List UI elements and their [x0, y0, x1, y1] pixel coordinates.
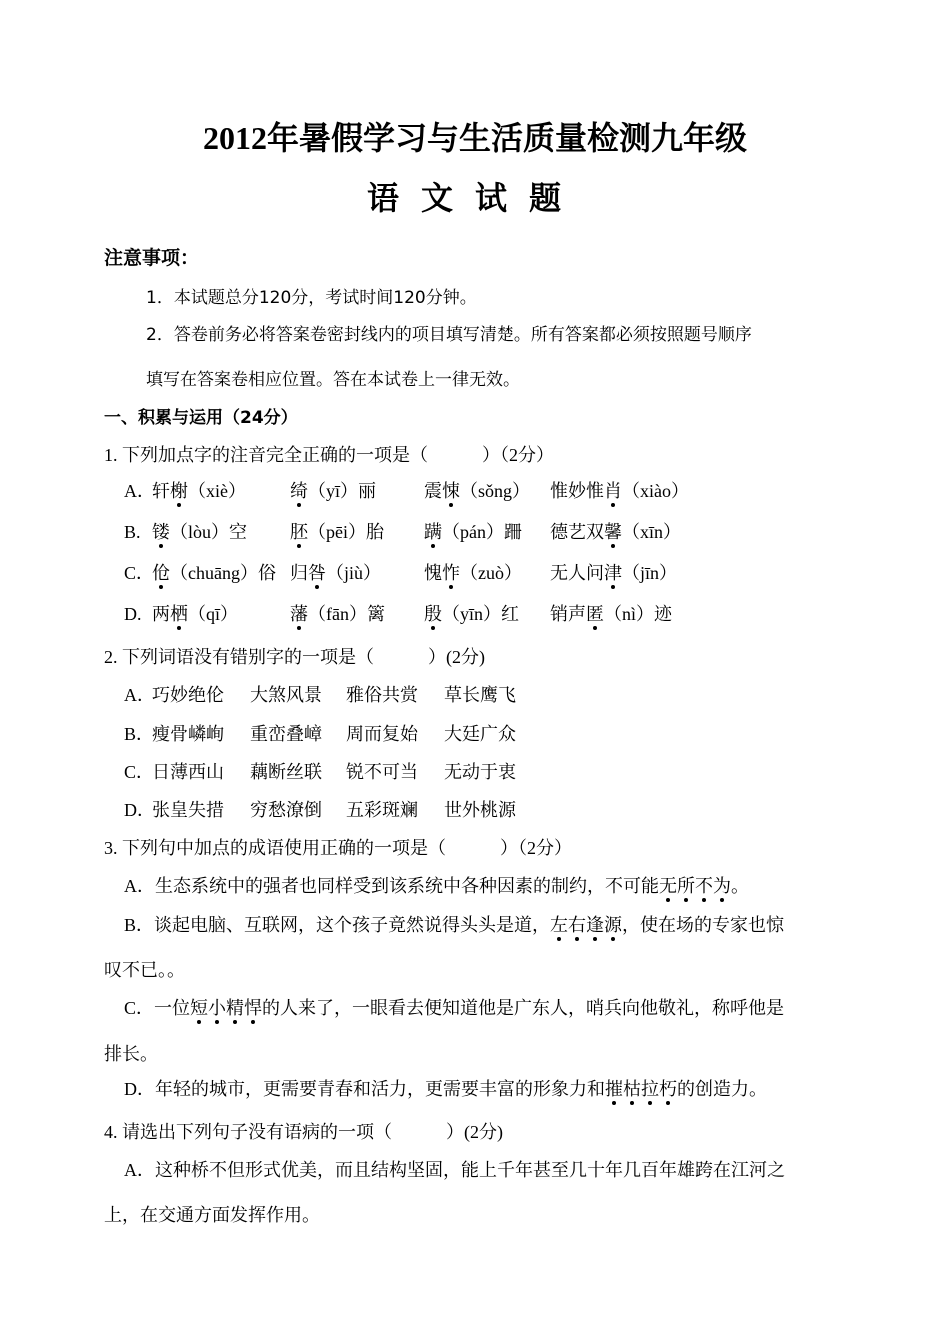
question-3-option-b-cont: 叹不已。。 — [104, 960, 185, 980]
word-item: 大煞风景 — [250, 685, 322, 705]
question-3-option-b: B．谈起电脑、互联网，这个孩子竟然说得头头是道，左右逢源，使在场的专家也惊 — [124, 915, 785, 935]
word-item: 穷愁潦倒 — [250, 800, 322, 820]
notice-item-1: 1．本试题总分120分，考试时间120分钟。 — [146, 288, 477, 308]
question-1-stem: 1. 下列加点字的注音完全正确的一项是（ ）（2分） — [104, 445, 554, 465]
option-label: B. — [124, 522, 141, 542]
word-item: 周而复始 — [346, 724, 418, 744]
word-item: 五彩斑斓 — [346, 800, 418, 820]
question-4-stem: 4. 请选出下列句子没有语病的一项（ ）(2分) — [104, 1122, 503, 1142]
pinyin-item: 无人问津（jīn） — [550, 563, 678, 583]
word-item: 世外桃源 — [444, 800, 516, 820]
word-item: 重峦叠嶂 — [250, 724, 322, 744]
pinyin-item: 蹒（pán）跚 — [424, 522, 522, 542]
question-2-stem: 2. 下列词语没有错别字的一项是（ ）(2分) — [104, 647, 485, 667]
pinyin-item: 归咎（jiù） — [290, 563, 382, 583]
pinyin-item: 殷（yīn）红 — [424, 604, 520, 624]
pinyin-item: 两栖（qī） — [152, 604, 239, 624]
notice-item-2-cont: 填写在答案卷相应位置。答在本试卷上一律无效。 — [146, 370, 520, 390]
word-item: 张皇失措 — [152, 800, 224, 820]
option-label: B． — [124, 724, 155, 744]
question-3-option-a: A．生态系统中的强者也同样受到该系统中各种因素的制约，不可能无所不为。 — [124, 876, 749, 896]
question-3-stem: 3. 下列句中加点的成语使用正确的一项是（ ）（2分） — [104, 838, 572, 858]
section-heading: 一、积累与运用（24分） — [104, 408, 298, 428]
word-item: 瘦骨嶙峋 — [152, 724, 224, 744]
pinyin-item: 销声匿（nì）迹 — [550, 604, 673, 624]
pinyin-item: 愧怍（zuò） — [424, 563, 522, 583]
pinyin-item: 震悚（sǒng） — [424, 481, 531, 501]
question-3-option-c-cont: 排长。 — [104, 1044, 158, 1064]
word-item: 雅俗共赏 — [346, 685, 418, 705]
question-4-option-a-cont: 上，在交通方面发挥作用。 — [104, 1205, 320, 1225]
word-item: 大廷广众 — [444, 724, 516, 744]
notice-item-2: 2．答卷前务必将答案卷密封线内的项目填写清楚。所有答案都必须按照题号顺序 — [146, 325, 752, 345]
pinyin-item: 藩（fān）篱 — [290, 604, 385, 624]
page-subtitle: 语文试题 — [366, 180, 583, 216]
word-item: 草长鹰飞 — [444, 685, 516, 705]
page-title: 2012年暑假学习与生活质量检测九年级 — [202, 120, 747, 156]
word-item: 巧妙绝伦 — [152, 685, 224, 705]
pinyin-item: 镂（lòu）空 — [152, 522, 248, 542]
option-label: A． — [124, 481, 155, 501]
option-label: A． — [124, 685, 155, 705]
question-3-option-d: D．年轻的城市，更需要青春和活力，更需要丰富的形象力和摧枯拉朽的创造力。 — [124, 1079, 767, 1099]
option-label: C． — [124, 563, 155, 583]
pinyin-item: 绮（yī）丽 — [290, 481, 377, 501]
pinyin-item: 胚（pēi）胎 — [290, 522, 384, 542]
notice-heading: 注意事项： — [104, 247, 200, 269]
pinyin-item: 伧（chuāng）俗 — [152, 563, 276, 583]
option-label: C． — [124, 762, 155, 782]
option-label: D． — [124, 800, 155, 820]
word-item: 藕断丝联 — [250, 762, 322, 782]
word-item: 无动于衷 — [444, 762, 516, 782]
option-label: D. — [124, 604, 142, 624]
pinyin-item: 德艺双馨（xīn） — [550, 522, 682, 542]
question-4-option-a: A．这种桥不但形式优美，而且结构坚固，能上千年甚至几十年几百年雄跨在江河之 — [124, 1160, 785, 1180]
pinyin-item: 惟妙惟肖（xiào） — [550, 481, 689, 501]
pinyin-item: 轩榭（xiè） — [152, 481, 246, 501]
word-item: 锐不可当 — [346, 762, 418, 782]
word-item: 日薄西山 — [152, 762, 224, 782]
question-3-option-c: C．一位短小精悍的人来了，一眼看去便知道他是广东人，哨兵向他敬礼，称呼他是 — [124, 998, 785, 1018]
